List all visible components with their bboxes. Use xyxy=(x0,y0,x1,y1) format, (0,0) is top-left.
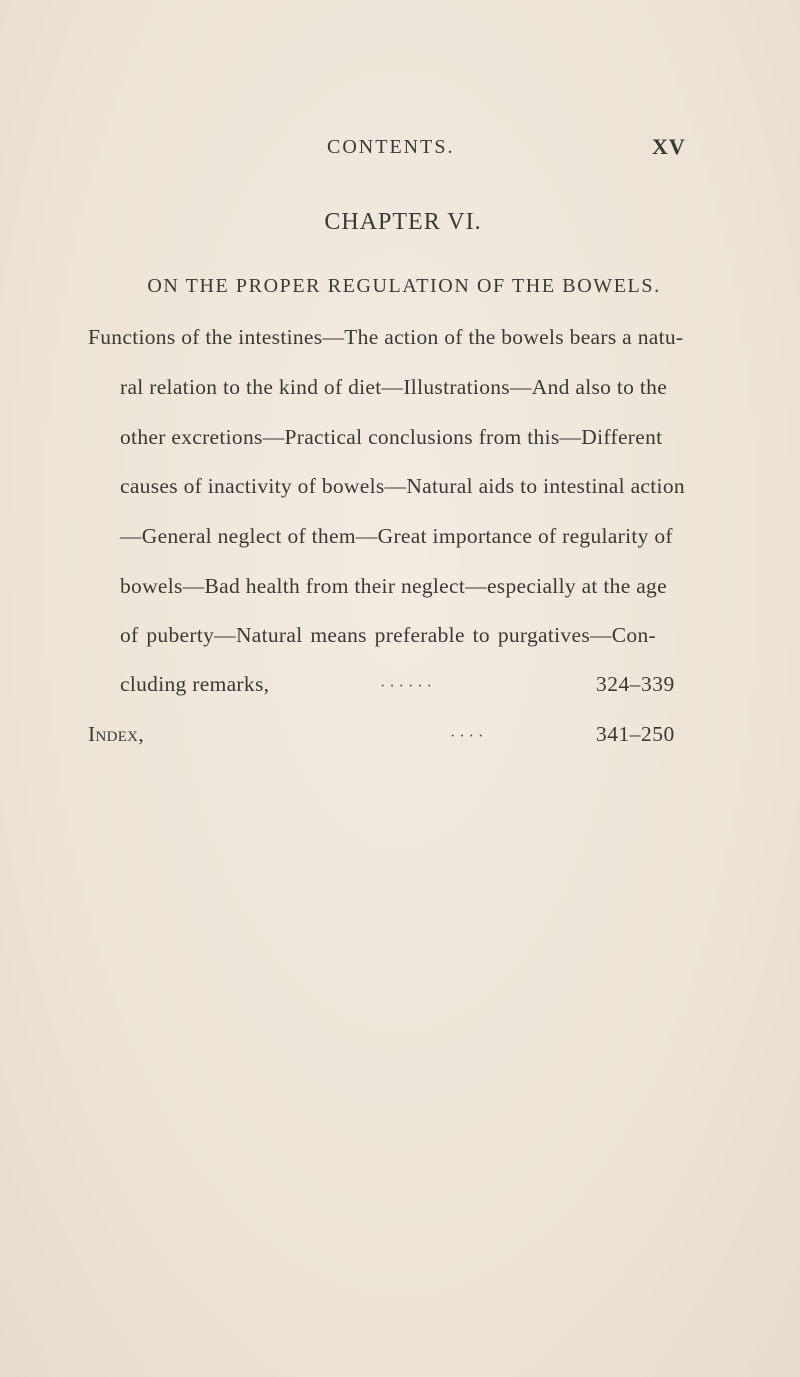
summary-line-7: of puberty—Natural means preferable to purgatives—Con- xyxy=(120,623,656,647)
index-label: Index, xyxy=(88,722,144,746)
chapter-title: ON THE PROPER REGULATION OF THE BOWELS. xyxy=(147,275,661,297)
summary-line-2: ral relation to the kind of diet—Illustrations—And also to the xyxy=(120,375,668,399)
page-folio: XV xyxy=(652,134,686,159)
chapter-number: CHAPTER VI. xyxy=(324,209,482,235)
summary-line-1: Functions of the intestines—The action of the bowels bears a natu- xyxy=(88,325,684,349)
index-leader-dots: · · · · xyxy=(450,728,484,745)
summary-line-4: causes of inactivity of bowels—Natural aids to intestinal action xyxy=(120,474,685,498)
summary-line-6: bowels—Bad health from their neglect—especially at the age xyxy=(120,574,667,598)
running-head xyxy=(0,136,800,166)
summary-line-3: other excretions—Practical conclusions from this—Different xyxy=(120,425,663,449)
summary-line-5: —General neglect of them—Great importance of regularity of xyxy=(120,524,673,548)
index-page-range: 341–250 xyxy=(596,722,675,746)
running-title: CONTENTS. xyxy=(327,136,455,158)
summary-line-8: cluding remarks, xyxy=(120,672,270,696)
chapter-page-range: 324–339 xyxy=(596,672,675,696)
chapter-leader-dots: · · · · · · xyxy=(380,678,432,695)
